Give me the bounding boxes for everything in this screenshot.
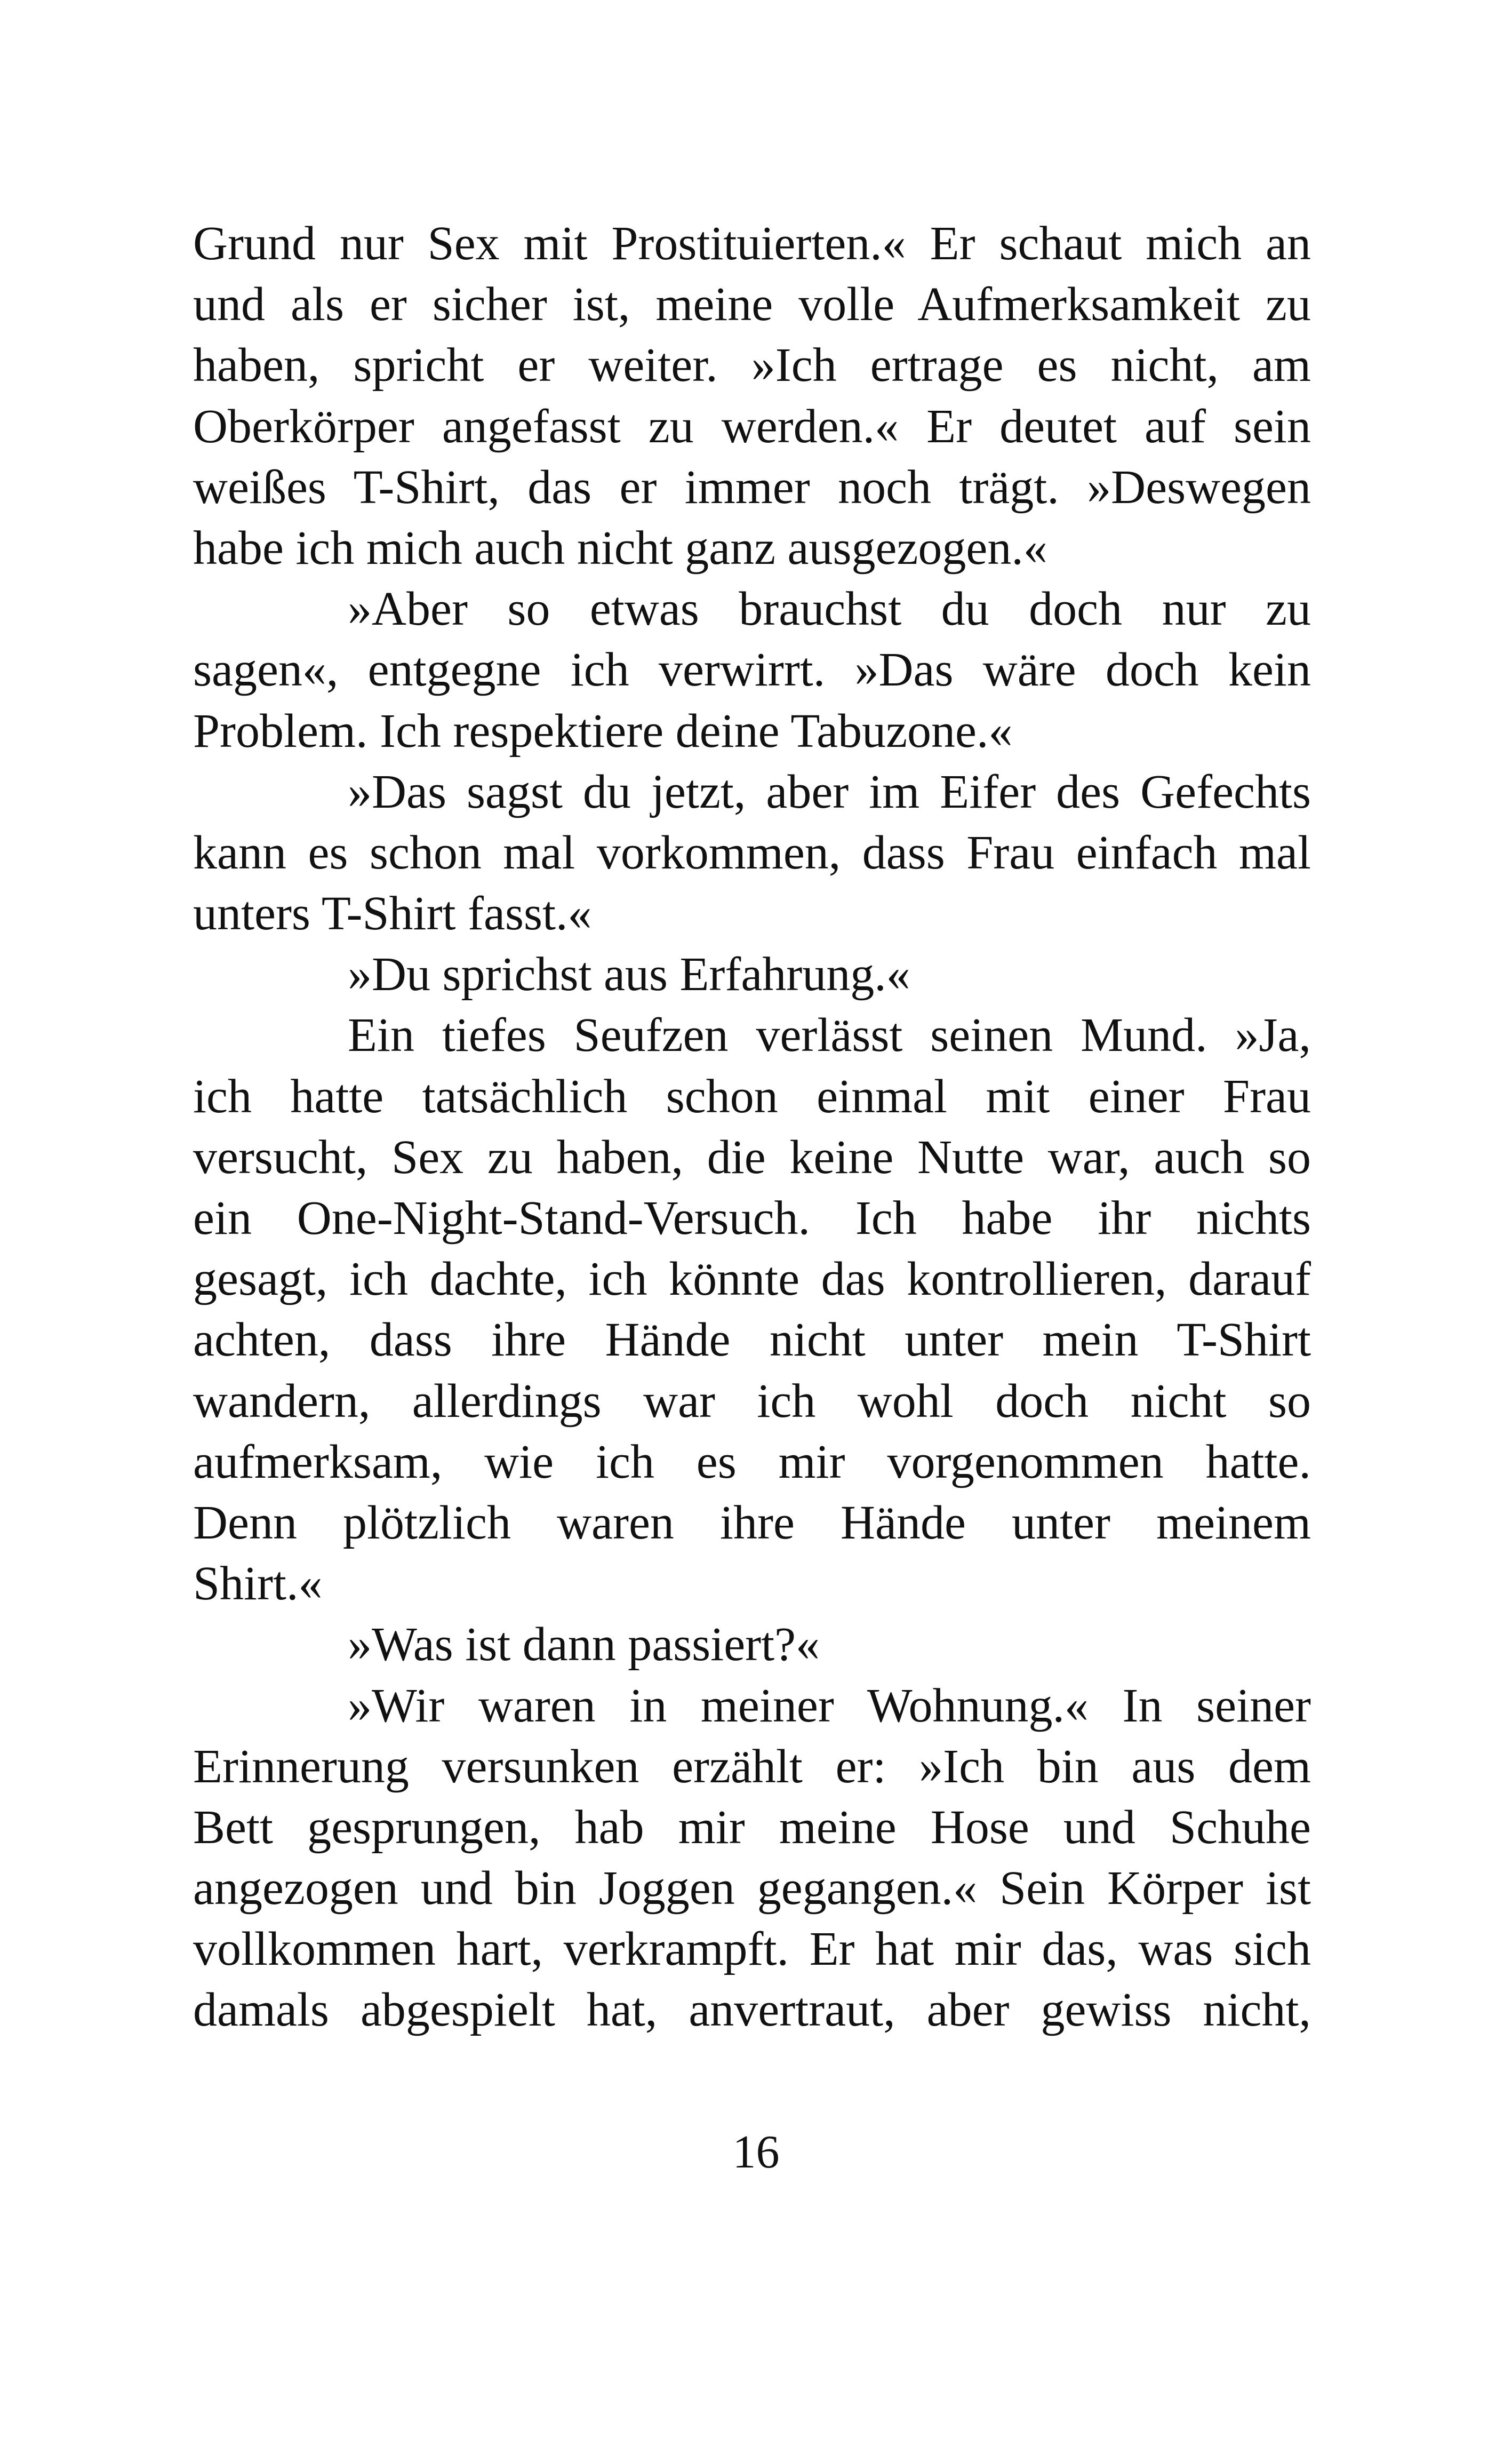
text-line: unters T-Shirt fasst.« xyxy=(193,887,592,940)
text-line: aufmerksam, wie ich es mir vorgenommen hatte. xyxy=(193,1435,1311,1488)
text-line: Denn plötzlich waren ihre Hände unter meinem xyxy=(193,1496,1311,1549)
text-line: und als er sicher ist, meine volle Aufmerksamkeit zu xyxy=(193,278,1311,331)
text-line: damals abgespielt hat, anvertraut, aber gewiss nicht, xyxy=(193,1983,1311,2037)
text-line: weißes T-Shirt, das er immer noch trägt. »Deswegen xyxy=(193,460,1311,514)
text-line: angezogen und bin Joggen gegangen.« Sein Körper ist xyxy=(193,1862,1311,1915)
text-line: Problem. Ich respektiere deine Tabuzone.« xyxy=(193,704,1013,758)
page-number: 16 xyxy=(732,2126,780,2178)
text-line: wandern, allerdings war ich wohl doch nicht so xyxy=(193,1374,1311,1428)
text-line: ein One-Night-Stand-Versuch. Ich habe ihr nichts xyxy=(193,1192,1311,1245)
text-line: Oberkörper angefasst zu werden.« Er deutet auf sein xyxy=(193,400,1311,453)
body-text xyxy=(193,213,1311,2041)
text-line: haben, spricht er weiter. »Ich ertrage es nicht, am xyxy=(193,339,1311,392)
text-line: »Was ist dann passiert?« xyxy=(348,1618,820,1671)
text-line: Erinnerung versunken erzählt er: »Ich bin aus dem xyxy=(193,1740,1311,1793)
text-line: »Du sprichst aus Erfahrung.« xyxy=(348,948,910,1001)
text-line: vollkommen hart, verkrampft. Er hat mir das, was sich xyxy=(193,1923,1311,1976)
text-line: kann es schon mal vorkommen, dass Frau einfach mal xyxy=(193,826,1311,879)
text-line: Grund nur Sex mit Prostituierten.« Er schaut mich an xyxy=(193,217,1311,270)
text-line: gesagt, ich dachte, ich könnte das kontrollieren, darauf xyxy=(193,1253,1311,1306)
text-line: Shirt.« xyxy=(193,1557,323,1611)
text-line: »Aber so etwas brauchst du doch nur zu xyxy=(348,583,1311,636)
text-line: Ein tiefes Seufzen verlässt seinen Mund. »Ja, xyxy=(348,1009,1311,1062)
text-line: »Wir waren in meiner Wohnung.« In seiner xyxy=(348,1679,1311,1732)
text-line: Bett gesprungen, hab mir meine Hose und Schuhe xyxy=(193,1800,1311,1854)
text-line: achten, dass ihre Hände nicht unter mein T-Shirt xyxy=(193,1313,1311,1367)
text-line: habe ich mich auch nicht ganz ausgezogen.« xyxy=(193,521,1047,575)
text-line: »Das sagst du jetzt, aber im Eifer des Gefechts xyxy=(348,765,1311,818)
text-line: versucht, Sex zu haben, die keine Nutte war, auch so xyxy=(193,1130,1311,1184)
text-line: ich hatte tatsächlich schon einmal mit einer Frau xyxy=(193,1070,1311,1123)
text-line: sagen«, entgegne ich verwirrt. »Das wäre doch kein xyxy=(193,643,1311,697)
